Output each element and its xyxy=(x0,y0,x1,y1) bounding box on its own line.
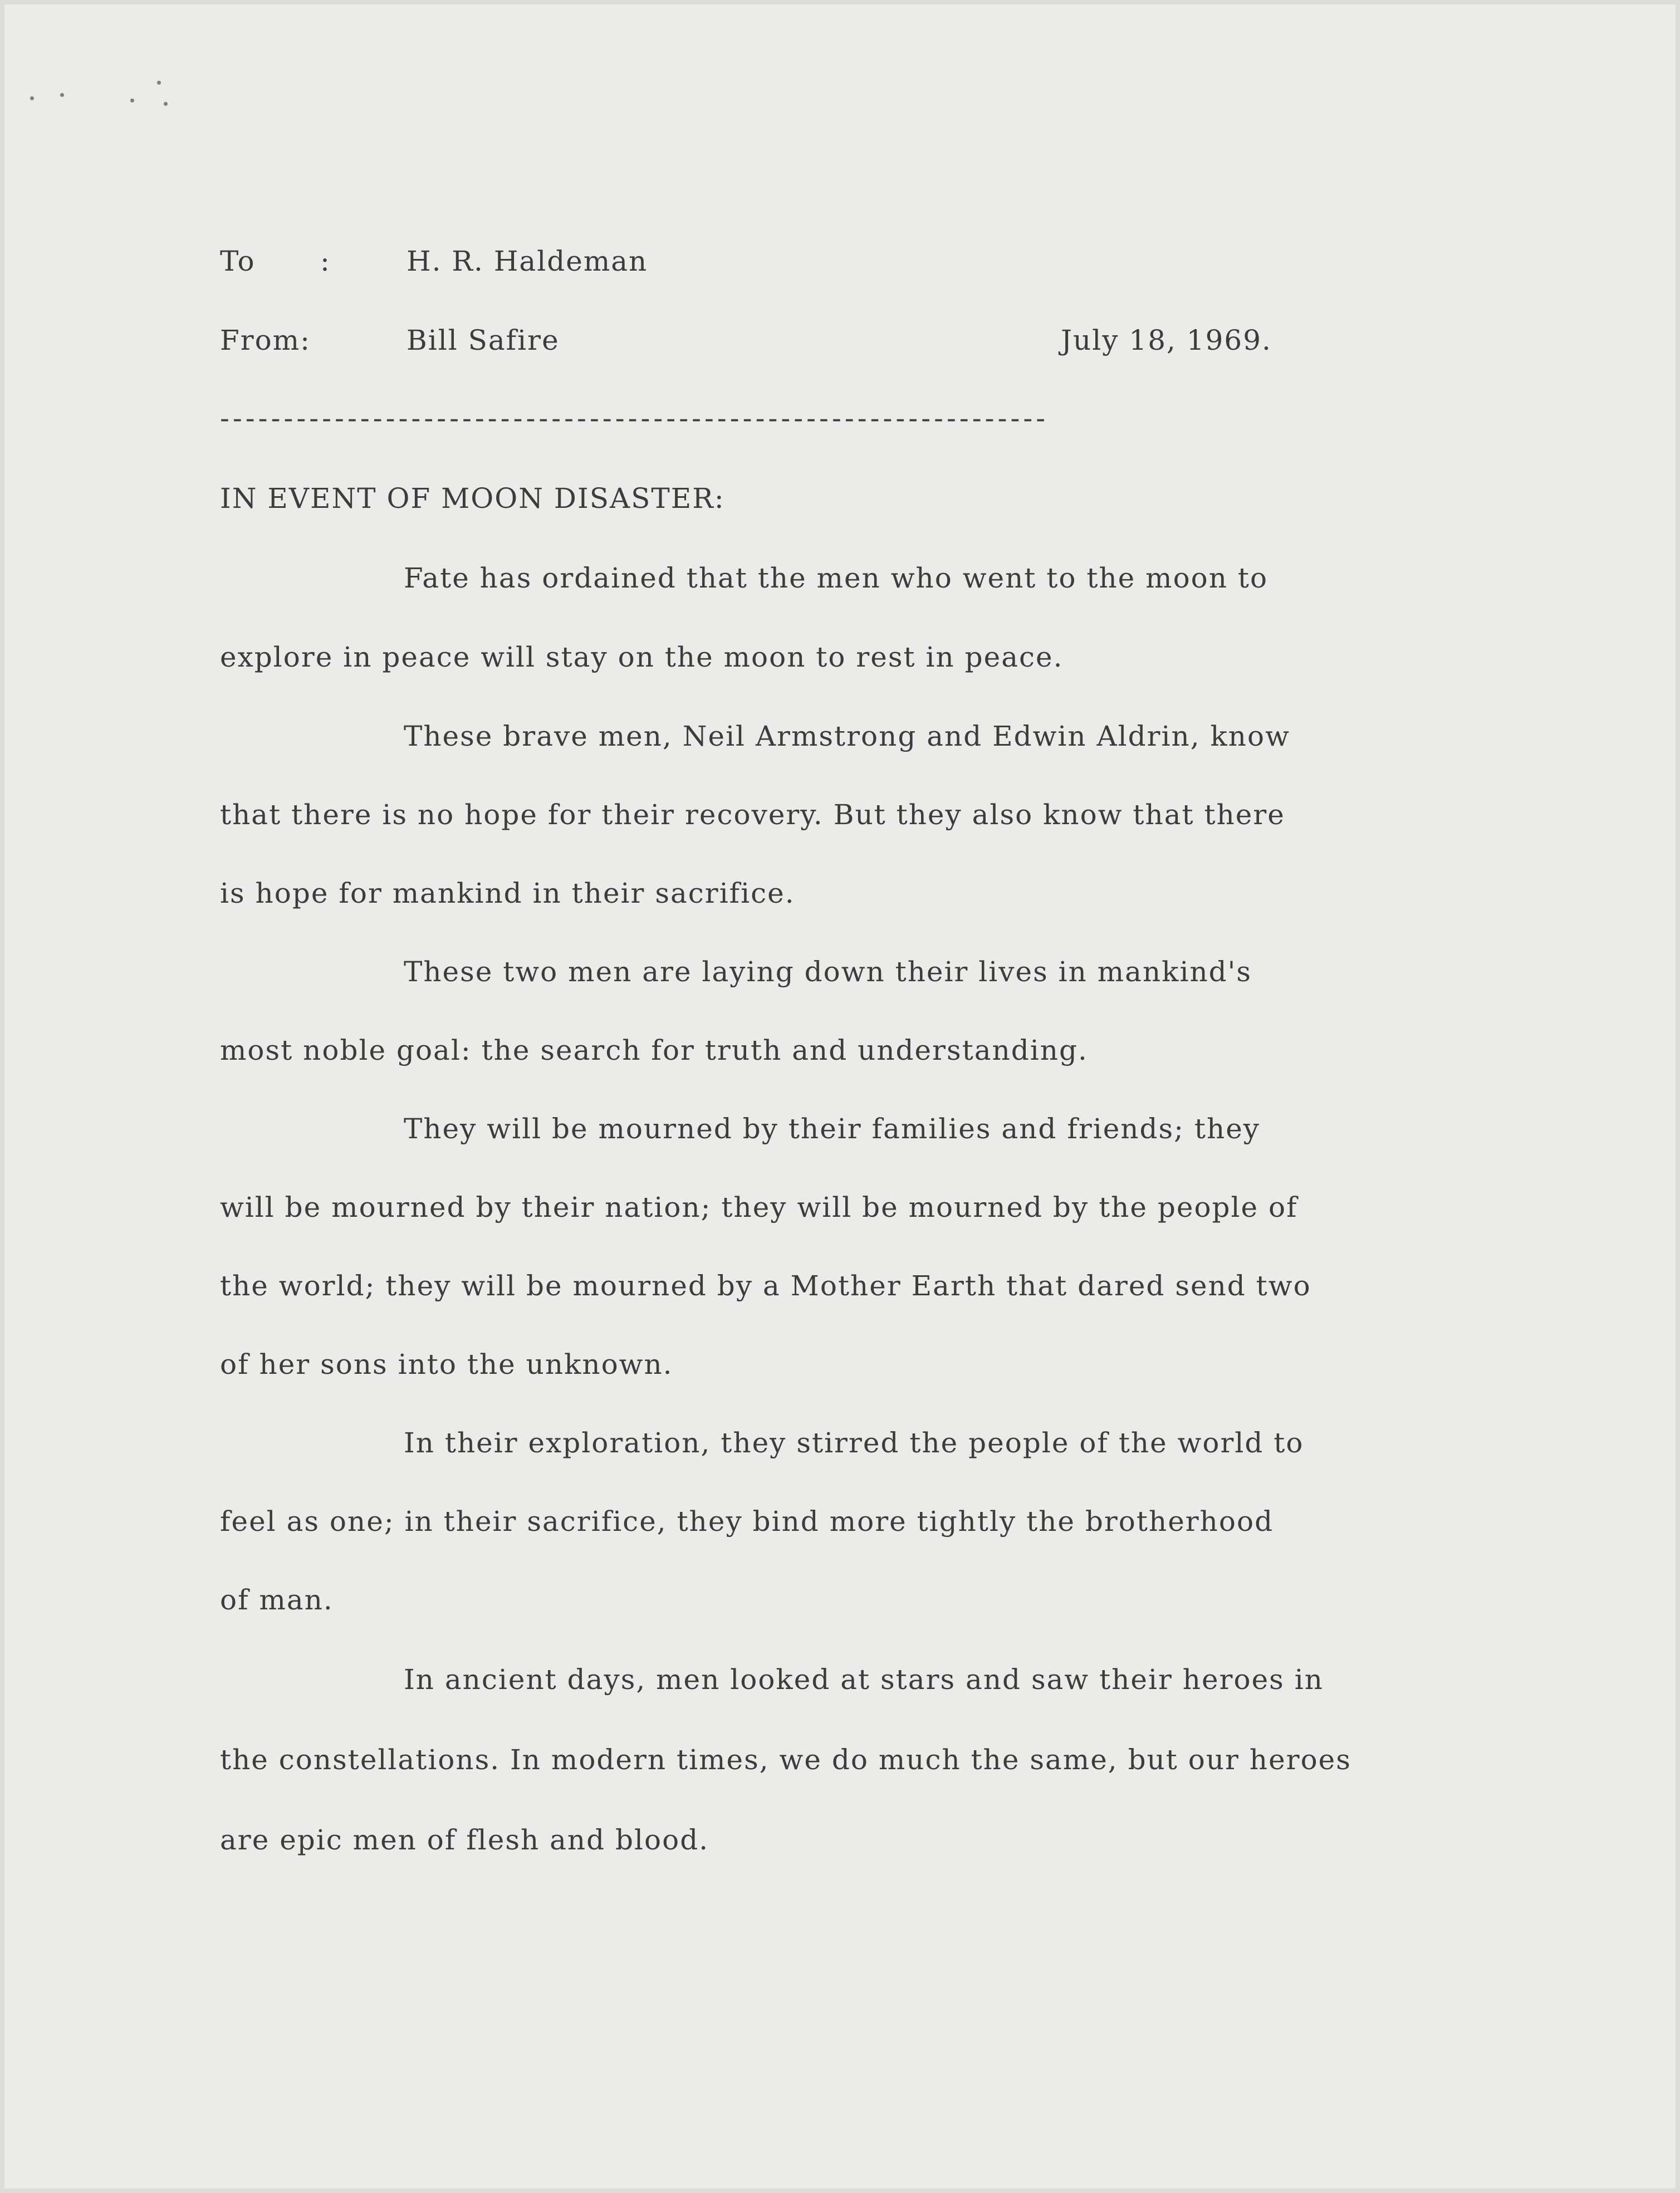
body-line: In ancient days, men looked at stars and saw their heroes in xyxy=(404,1663,1324,1696)
body-line: Fate has ordained that the men who went to the moon to xyxy=(404,562,1268,594)
from-value: Bill Safire xyxy=(406,324,560,356)
body-line: of her sons into the unknown. xyxy=(220,1348,673,1381)
body-line: the world; they will be mourned by a Mother Earth that dared send two xyxy=(220,1270,1311,1302)
speck xyxy=(157,81,161,85)
body-line: They will be mourned by their families and friends; they xyxy=(404,1113,1261,1145)
body-line: feel as one; in their sacrifice, they bind more tightly the brotherhood xyxy=(220,1505,1274,1538)
body-line: explore in peace will stay on the moon to rest in peace. xyxy=(220,641,1064,673)
speck xyxy=(60,93,64,97)
body-line: is hope for mankind in their sacrifice. xyxy=(220,877,795,909)
to-label: To xyxy=(220,245,256,277)
memo-heading: IN EVENT OF MOON DISASTER: xyxy=(220,482,725,515)
paper-specks xyxy=(27,74,183,113)
to-colon: : xyxy=(320,245,331,277)
body-line: that there is no hope for their recovery. But they also know that there xyxy=(220,799,1285,831)
body-line: These two men are laying down their lives in mankind's xyxy=(404,956,1252,988)
from-label: From: xyxy=(220,324,311,356)
body-line: are epic men of flesh and blood. xyxy=(220,1824,709,1856)
separator-line: ----------------------------------------------------------------- xyxy=(220,402,1049,434)
body-line: will be mourned by their nation; they will be mourned by the people of xyxy=(220,1191,1298,1223)
speck xyxy=(164,102,168,106)
memo-page xyxy=(4,4,1676,2189)
memo-date: July 18, 1969. xyxy=(1061,324,1272,356)
speck xyxy=(30,96,34,100)
speck xyxy=(130,99,134,102)
to-value: H. R. Haldeman xyxy=(406,245,648,277)
body-line: most noble goal: the search for truth and understanding. xyxy=(220,1034,1088,1066)
body-line: In their exploration, they stirred the people of the world to xyxy=(404,1427,1304,1459)
body-line: These brave men, Neil Armstrong and Edwin Aldrin, know xyxy=(404,720,1290,752)
body-line: of man. xyxy=(220,1584,334,1616)
body-line: the constellations. In modern times, we do much the same, but our heroes xyxy=(220,1744,1351,1776)
